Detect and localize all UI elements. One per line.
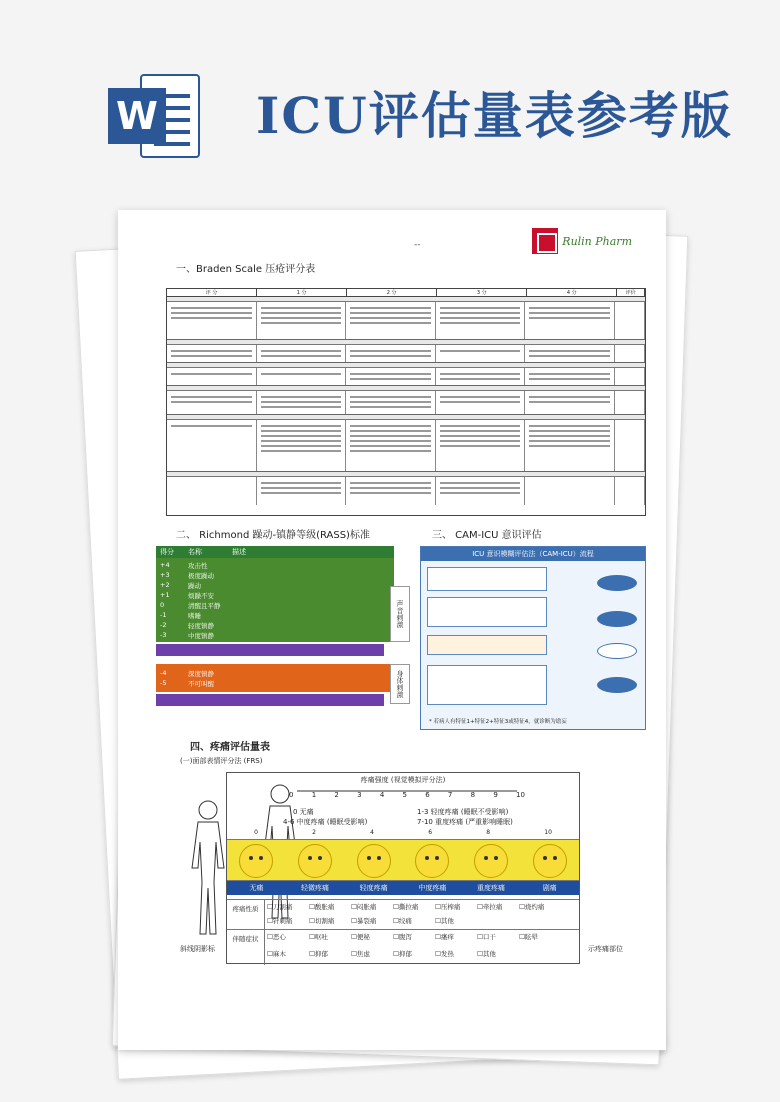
rass-score: +4 bbox=[160, 561, 170, 569]
face-label: 轻度疼痛 bbox=[359, 884, 388, 892]
braden-cell bbox=[615, 477, 645, 505]
cam-step-box bbox=[427, 567, 547, 591]
cam-step-box bbox=[427, 597, 547, 627]
row-label: 伴随症状 bbox=[227, 930, 265, 965]
pain-nature-row bbox=[227, 899, 579, 929]
checkbox-option[interactable]: ☐抑郁 bbox=[309, 949, 328, 958]
braden-cell bbox=[346, 345, 436, 362]
braden-cell bbox=[167, 477, 257, 505]
checkbox-option[interactable]: ☐腹泻 bbox=[393, 933, 412, 941]
document-title: ICU评估量表参考版 bbox=[256, 86, 733, 145]
rass-score: +2 bbox=[160, 581, 170, 589]
left-caption: 斜线阴影标 bbox=[180, 945, 215, 953]
face-number: 4 bbox=[370, 829, 374, 836]
checkbox-option[interactable]: ☐抑郁 bbox=[393, 949, 412, 958]
rass-score: +3 bbox=[160, 571, 170, 579]
checkbox-option[interactable]: ☐其他 bbox=[477, 949, 496, 958]
rass-name: 中度镇静 bbox=[188, 631, 214, 640]
face-neutral-icon bbox=[357, 844, 391, 878]
braden-cell bbox=[257, 420, 347, 471]
cam-title: ICU 意识模糊评估法（CAM-ICU）流程 bbox=[421, 547, 645, 561]
braden-header-cell: 评 分 bbox=[167, 289, 257, 296]
rass-name: 躁动 bbox=[188, 581, 201, 590]
face-label: 无痛 bbox=[249, 884, 264, 892]
header-dash: -- bbox=[414, 240, 421, 250]
face-sad-icon bbox=[474, 844, 508, 878]
checkbox-option[interactable]: ☐口干 bbox=[477, 933, 496, 941]
braden-header-cell: 4 分 bbox=[527, 289, 617, 296]
pain-face-labels bbox=[227, 881, 579, 895]
right-caption: 示疼痛部位 bbox=[588, 945, 623, 953]
rass-orange-block bbox=[156, 664, 394, 692]
section-title-rass: 二、 Richmond 躁动-镇静等级(RASS)标准 bbox=[176, 530, 370, 541]
section-title-braden: 一、Braden Scale 压疮评分表 bbox=[176, 264, 316, 275]
pain-assessment-table bbox=[226, 772, 580, 964]
checkbox-option[interactable]: ☐便秘 bbox=[351, 933, 370, 941]
rass-name: 不可叫醒 bbox=[188, 679, 214, 688]
rass-row bbox=[160, 610, 394, 620]
rass-row bbox=[160, 560, 394, 570]
braden-header-cell: 2 分 bbox=[347, 289, 437, 296]
braden-cell bbox=[615, 368, 645, 385]
braden-cell bbox=[257, 391, 347, 414]
scale-number: 2 bbox=[334, 791, 339, 799]
rass-row bbox=[160, 590, 394, 600]
face-slight-smile-icon bbox=[298, 844, 332, 878]
scale-number: 6 bbox=[425, 791, 430, 799]
braden-cell bbox=[346, 420, 436, 471]
braden-cell bbox=[257, 345, 347, 362]
face-crying-icon bbox=[533, 844, 567, 878]
checkbox-option[interactable]: ☐烧灼痛 bbox=[519, 903, 545, 911]
face-smile-icon bbox=[239, 844, 273, 878]
scale-number: 10 bbox=[516, 791, 525, 799]
rass-row bbox=[160, 570, 394, 580]
braden-cell bbox=[167, 345, 257, 362]
word-icon-letter: W bbox=[108, 88, 166, 144]
section-title-pain: 四、疼痛评估量表 bbox=[190, 742, 270, 753]
braden-cell bbox=[615, 345, 645, 362]
checkbox-option[interactable]: ☐呕吐 bbox=[309, 933, 328, 941]
rass-note-bar bbox=[156, 694, 384, 706]
scale-number: 4 bbox=[379, 791, 385, 799]
braden-cell bbox=[167, 420, 257, 471]
pain-level-text: 0 无痛 bbox=[293, 808, 314, 816]
rass-name: 攻击性 bbox=[188, 561, 208, 570]
rass-score: -4 bbox=[160, 669, 167, 677]
checkbox-option[interactable]: ☐牵拉痛 bbox=[477, 903, 503, 911]
rass-row bbox=[160, 580, 394, 590]
cam-icu-flowchart bbox=[420, 546, 646, 730]
rass-side-label: 声音刺激 bbox=[390, 586, 410, 642]
scale-number: 5 bbox=[402, 791, 407, 799]
scale-number: 1 bbox=[311, 791, 317, 799]
cam-step-box bbox=[427, 665, 547, 705]
checkbox-option[interactable]: ☐针刺痛 bbox=[267, 916, 293, 925]
braden-row bbox=[167, 477, 645, 505]
row-label: 疼痛性质 bbox=[227, 900, 265, 929]
rass-header-cell: 得分 bbox=[160, 548, 174, 556]
checkbox-option[interactable]: ☐瘙痒 bbox=[435, 933, 454, 941]
checkbox-option[interactable]: ☐恶心 bbox=[267, 933, 286, 941]
document-page bbox=[118, 210, 666, 1050]
rass-header-cell: 描述 bbox=[232, 548, 246, 556]
rass-green-block bbox=[156, 558, 394, 642]
braden-cell bbox=[346, 368, 436, 385]
pain-faces-row bbox=[227, 839, 579, 881]
rass-table bbox=[156, 546, 406, 732]
rass-name: 烦躁不安 bbox=[188, 591, 214, 600]
rass-score: -5 bbox=[160, 679, 167, 687]
checkbox-option[interactable]: ☐压榨痛 bbox=[435, 903, 461, 911]
face-numbers bbox=[227, 829, 579, 836]
braden-cell bbox=[615, 391, 645, 414]
braden-cell bbox=[257, 477, 347, 505]
rass-score: 0 bbox=[160, 601, 165, 609]
rass-row bbox=[160, 600, 394, 610]
braden-cell bbox=[167, 368, 257, 385]
checkbox-option[interactable]: ☐撕拉痛 bbox=[393, 903, 419, 911]
face-label: 中度疼痛 bbox=[418, 884, 447, 892]
braden-cell bbox=[436, 391, 526, 414]
checkbox-option[interactable]: ☐闷胀痛 bbox=[351, 903, 377, 911]
rass-note-bar bbox=[156, 644, 384, 656]
face-number: 10 bbox=[544, 829, 552, 836]
braden-row bbox=[167, 302, 645, 340]
braden-cell bbox=[346, 391, 436, 414]
rass-row bbox=[160, 668, 394, 678]
checkbox-option[interactable]: ☐焦虑 bbox=[351, 949, 370, 958]
braden-cell bbox=[525, 420, 615, 471]
braden-cell bbox=[436, 477, 526, 505]
rass-name: 深度镇静 bbox=[188, 669, 214, 678]
checkbox-option[interactable]: ☐刀割痛 bbox=[267, 903, 293, 911]
pain-scale-title: 疼痛强度 (视觉模拟评分法) bbox=[360, 776, 446, 784]
braden-row bbox=[167, 368, 645, 386]
symptom-options bbox=[265, 930, 579, 965]
face-label: 轻微疼痛 bbox=[301, 884, 329, 892]
symptom-row bbox=[227, 929, 579, 965]
cam-step-box bbox=[427, 635, 547, 655]
rass-score: -2 bbox=[160, 621, 167, 629]
braden-cell bbox=[436, 420, 526, 471]
braden-cell bbox=[436, 302, 526, 339]
checkbox-option[interactable]: ☐发热 bbox=[435, 949, 454, 958]
company-logo bbox=[532, 228, 632, 254]
checkbox-option[interactable]: ☐切割痛 bbox=[309, 916, 335, 925]
word-app-icon bbox=[108, 66, 206, 164]
scale-number: 0 bbox=[289, 791, 294, 799]
braden-row bbox=[167, 420, 645, 472]
rass-side-label: 身体刺激 bbox=[390, 664, 410, 704]
braden-cell bbox=[436, 345, 526, 362]
checkbox-option[interactable]: ☐暴裂痛 bbox=[351, 916, 377, 925]
checkbox-option[interactable]: ☐麻木 bbox=[267, 949, 286, 958]
braden-cell bbox=[525, 368, 615, 385]
face-number: 8 bbox=[486, 829, 491, 836]
braden-header-row bbox=[167, 289, 645, 297]
scale-number: 8 bbox=[470, 791, 476, 799]
pain-level-text: 7-10 重度疼痛 (严重影响睡眠) bbox=[417, 818, 513, 826]
checkbox-option[interactable]: ☐绞痛 bbox=[393, 916, 412, 925]
braden-cell bbox=[346, 477, 436, 505]
braden-cell bbox=[346, 302, 436, 339]
rass-name: 轻度镇静 bbox=[188, 621, 214, 630]
rass-header bbox=[156, 546, 394, 558]
rass-name: 嗜睡 bbox=[188, 611, 201, 620]
rass-name: 极度躁动 bbox=[188, 571, 214, 580]
face-label: 重度疼痛 bbox=[477, 884, 506, 892]
face-number: 6 bbox=[428, 829, 433, 836]
braden-cell bbox=[525, 302, 615, 339]
checkbox-option[interactable]: ☐其他 bbox=[435, 916, 454, 925]
pain-level-text: 1-3 轻度疼痛 (睡眠不受影响) bbox=[417, 808, 509, 816]
rass-score: -1 bbox=[160, 611, 167, 619]
checkbox-option[interactable]: ☐酸胀痛 bbox=[309, 903, 335, 911]
braden-cell bbox=[167, 391, 257, 414]
braden-header-cell: 1 分 bbox=[257, 289, 347, 296]
cam-result-oval bbox=[597, 611, 637, 627]
rass-row bbox=[160, 678, 394, 688]
scale-number: 9 bbox=[493, 791, 498, 799]
cam-result-oval bbox=[597, 575, 637, 591]
braden-cell bbox=[167, 302, 257, 339]
rass-header-cell: 名称 bbox=[188, 548, 202, 556]
braden-cell bbox=[615, 420, 645, 471]
braden-cell bbox=[257, 368, 347, 385]
pain-subtitle: (一)面部表情评分法 (FRS) bbox=[180, 757, 263, 765]
braden-header-cell: 3 分 bbox=[437, 289, 527, 296]
braden-cell bbox=[615, 302, 645, 339]
rass-score: -3 bbox=[160, 631, 167, 639]
checkbox-option[interactable]: ☐眩晕 bbox=[519, 933, 538, 941]
braden-cell bbox=[525, 345, 615, 362]
cam-footnote: * 若病人有特征1+特征2+特征3或特征4，就诊断为谵妄 bbox=[429, 719, 567, 725]
logo-mark-icon bbox=[532, 228, 558, 254]
rass-name: 清醒且平静 bbox=[188, 601, 221, 610]
scale-number: 7 bbox=[447, 791, 453, 799]
braden-cell bbox=[525, 477, 615, 505]
braden-row bbox=[167, 345, 645, 363]
face-frown-icon bbox=[415, 844, 449, 878]
braden-cell bbox=[257, 302, 347, 339]
braden-cell bbox=[436, 368, 526, 385]
braden-header-cell: 评价 bbox=[617, 289, 645, 296]
rass-score: +1 bbox=[160, 591, 170, 599]
cam-result-oval bbox=[597, 643, 637, 659]
scale-number: 3 bbox=[357, 791, 362, 799]
face-number: 2 bbox=[312, 829, 316, 836]
braden-table bbox=[166, 288, 646, 516]
pain-nature-options bbox=[265, 900, 579, 929]
section-title-cam: 三、 CAM-ICU 意识评估 bbox=[432, 530, 542, 541]
pain-level-text: 4-6 中度疼痛 (睡眠受影响) bbox=[283, 818, 368, 826]
face-label: 剧痛 bbox=[542, 884, 557, 892]
braden-cell bbox=[525, 391, 615, 414]
cam-result-oval bbox=[597, 677, 637, 693]
rass-row bbox=[160, 620, 394, 630]
face-number: 0 bbox=[254, 829, 258, 836]
logo-text: Rulin Pharm bbox=[562, 234, 632, 248]
braden-row bbox=[167, 391, 645, 415]
pain-scale-numbers bbox=[289, 791, 525, 799]
rass-row bbox=[160, 630, 394, 640]
